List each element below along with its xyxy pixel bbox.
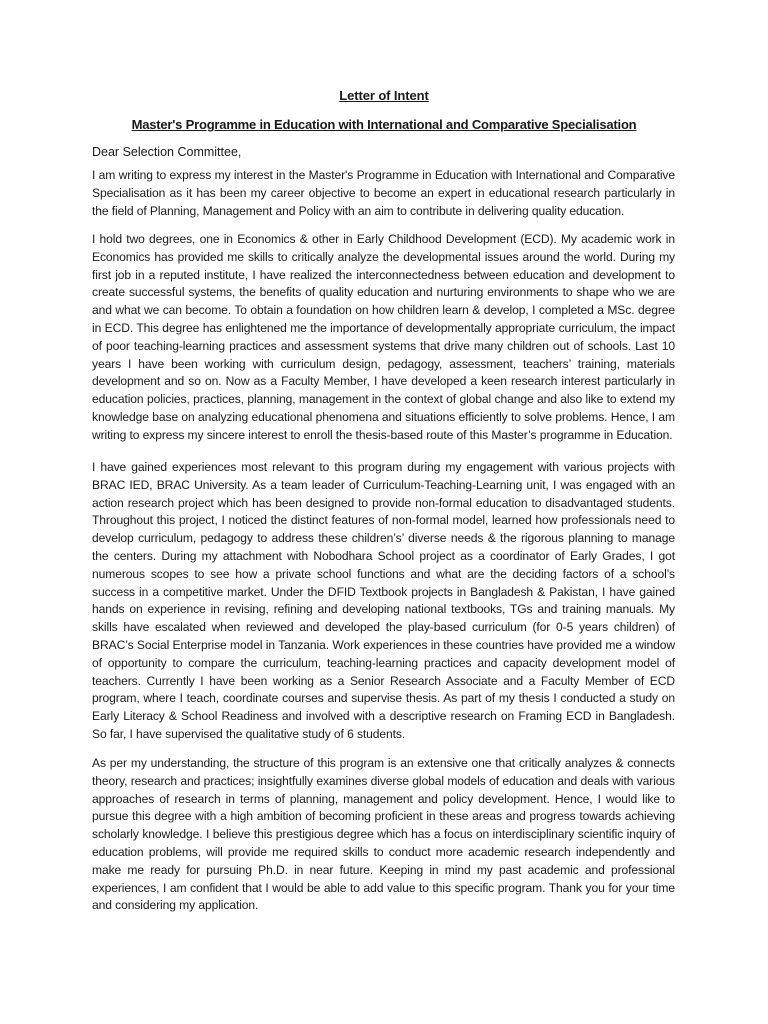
document-title: Letter of Intent <box>339 88 429 103</box>
paragraph-education: I hold two degrees, one in Economics & other in Early Childhood Development (ECD). My academic work in Economics has provided me skills to critically analyze the developmental issues around the world. During my first job in a reputed institute, I have realized the interconnectedness between education and development to create successful systems, the benefits of quality education and nurturing environments to shape who we are and what we can become. To obtain a foundation on how children learn & develop, I completed a MSc. degree in ECD. This degree has enlightened me the importance of developmentally appropriate curriculum, the impact of poor teaching-learning practices and assessment systems that drive many children out of schools. Last 10 years I have been working with curriculum design, pedagogy, assessment, teachers’ training, materials development and so on. Now as a Faculty Member, I have developed a keen research interest particularly in education policies, practices, planning, management in the context of global change and also like to extend my knowledge base on analyzing educational phenomena and situations efficiently to solve problems. Hence, I am writing to express my sincere interest to enroll the thesis-based route of this Master’s programme in Education. <box>92 232 675 442</box>
salutation: Dear Selection Committee, <box>92 145 242 159</box>
paragraph-conclusion: As per my understanding, the structure of this program is an extensive one that critically analyzes & connects theory, research and practices; insightfully examines diverse global models of education and deals with various approaches of research in terms of planning, management and policy development. Hence, I would like to pursue this degree with a high ambition of becoming proficient in these areas and progress towards achieving scholarly knowledge. I believe this prestigious degree which has a focus on interdisciplinary scientific inquiry of education problems, will provide me required skills to conduct more academic research independently and make me ready for pursuing Ph.D. in near future. Keeping in mind my past academic and professional experiences, I am confident that I would be able to add value to this specific program. Thank you for your time and considering my application. <box>92 756 675 913</box>
document-subtitle: Master's Programme in Education with International and Comparative Specialisation <box>131 117 637 132</box>
paragraph-intro: I am writing to express my interest in the Master's Programme in Education with International and Comparative Specialisation as it has been my career objective to become an expert in educational research particularly in the field of Planning, Management and Policy with an aim to contribute in delivering quality education. <box>92 168 675 218</box>
paragraph-experience: I have gained experiences most relevant to this program during my engagement with various projects with BRAC IED, BRAC University. As a team leader of Curriculum-Teaching-Learning unit, I was engaged with an action research project which has been designed to provide non-formal education to disadvantaged students. Throughout this project, I noticed the distinct features of non-formal model, learned how professionals need to develop curriculum, pedagogy to address these children’s’ diverse needs & the rigorous planning to manage the centers. During my attachment with Nobodhara School project as a coordinator of Early Grades, I got numerous scopes to see how a private school functions and what are the deciding factors of a school’s success in a competitive market. Under the DFID Textbook projects in Bangladesh & Pakistan, I have gained hands on experience in revising, refining and developing national textbooks, TGs and training manuals. My skills have escalated when reviewed and developed the play-based curriculum (for 0-5 years children) of BRAC’s Social Enterprise model in Tanzania. Work experiences in these countries have provided me a window of opportunity to compare the curriculum, teaching-learning practices and capacity development model of teachers. Currently I have been working as a Senior Research Associate and a Faculty Member of ECD program, where I teach, coordinate courses and supervise thesis. As part of my thesis I conducted a study on Early Literacy & School Readiness and involved with a descriptive research on Framing ECD in Bangladesh. So far, I have supervised the qualitative study of 6 students. <box>92 460 675 741</box>
